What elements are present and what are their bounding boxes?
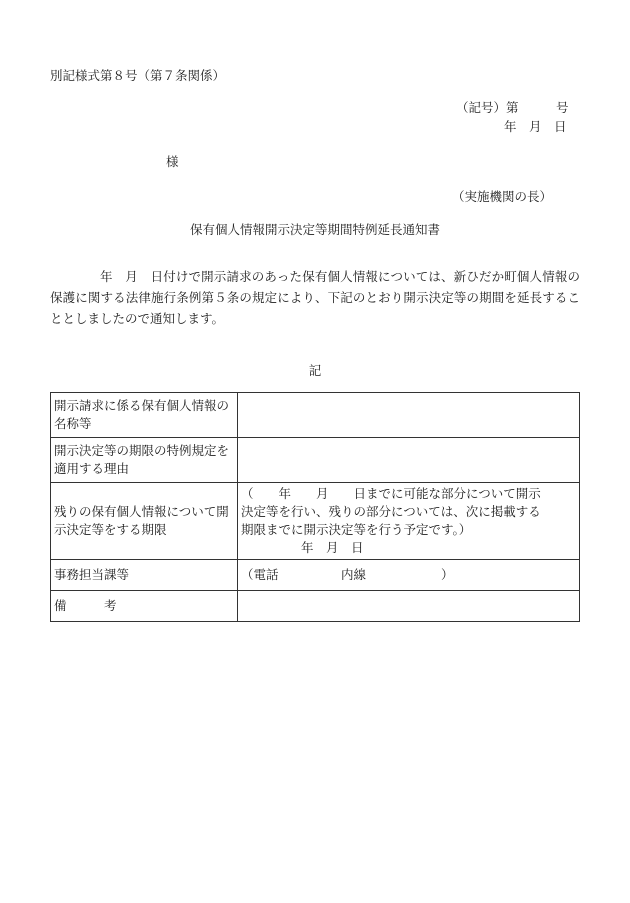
table-row [51, 591, 580, 622]
deadline-date: 年 月 日 [301, 540, 364, 555]
row-label-remarks: 備 考 [51, 591, 238, 622]
row-label-requested-info-name: 開示請求に係る保有個人情報の名称等 [51, 393, 238, 438]
row-value-decision-deadline [238, 483, 580, 560]
form-number: 別記様式第８号（第７条関係） [50, 68, 226, 83]
issuer-name: （実施機関の長） [452, 189, 553, 204]
table-row [51, 438, 580, 483]
row-value-remarks [238, 591, 580, 622]
table-row [51, 560, 580, 591]
reference-number-line: （記号）第 号 [456, 100, 569, 115]
issue-date-line: 年 月 日 [504, 119, 567, 134]
row-value-extension-reason [238, 438, 580, 483]
table-row [51, 393, 580, 438]
notice-body-text: 年 月 日付けで開示請求のあった保有個人情報については、新ひだか町個人情報の保護に関する法律施行条例第５条の規定により、下記のとおり開示決定等の期間を延長することとしましたので通知します。 [50, 269, 580, 326]
deadline-text-line-1: （ 年 月 日までに可能な部分について開示 [241, 486, 541, 501]
row-label-extension-reason: 開示決定等の期限の特例規定を適用する理由 [51, 438, 238, 483]
document-title: 保有個人情報開示決定等期間特例延長通知書 [189, 222, 440, 237]
row-value-requested-info-name [238, 393, 580, 438]
details-table [50, 392, 580, 622]
row-value-contact-section: （電話 内線 ） [238, 560, 580, 591]
deadline-text-line-2: 決定等を行い、残りの部分については、次に掲載する [241, 504, 541, 519]
row-label-contact-section: 事務担当課等 [51, 560, 238, 591]
addressee-honorific: 様 [166, 154, 179, 169]
record-heading: 記 [308, 363, 322, 378]
deadline-text-line-3: 期限までに開示決定等を行う予定です。） [241, 522, 472, 537]
row-label-decision-deadline: 残りの保有個人情報について開示決定等をする期限 [51, 483, 238, 560]
table-row [51, 483, 580, 560]
